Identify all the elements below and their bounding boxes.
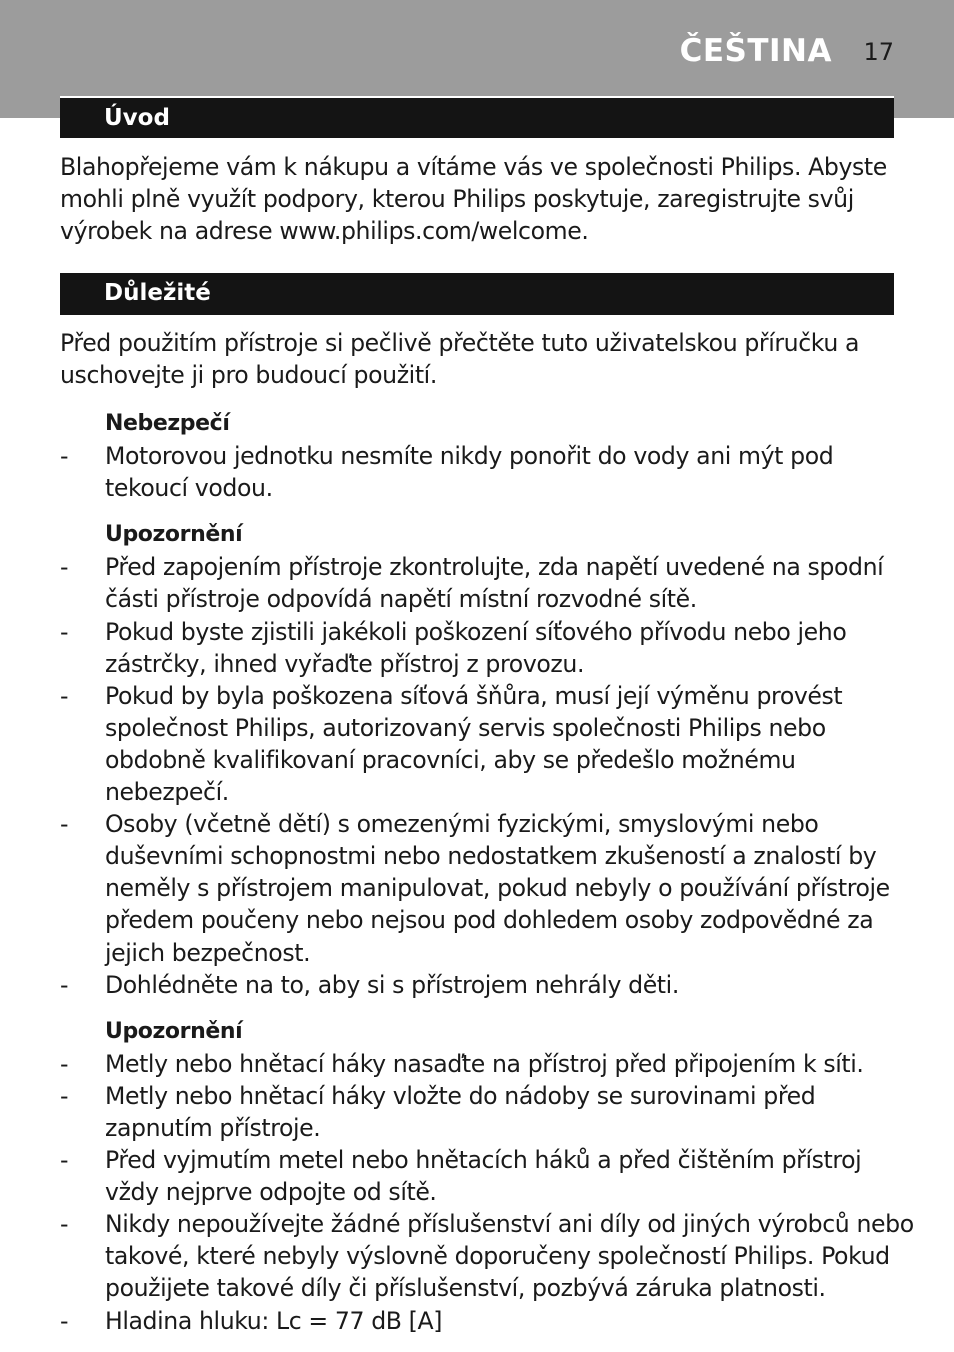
list-item: - Metly nebo hnětací háky nasaďte na přístroj před připojením k síti. xyxy=(60,1048,920,1080)
list-item: - Pokud by byla poškozena síťová šňůra, musí její výměnu provést společnost Philips, autorizovaný servis společnosti Philips nebo obdobně kvalifikovaní pracovníci, aby se předešlo možnému nebezpečí. xyxy=(60,680,920,808)
warning-list xyxy=(60,551,920,1000)
list-item: - Motorovou jednotku nesmíte nikdy ponořit do vody ani mýt pod tekoucí vodou. xyxy=(60,440,920,504)
list-item: - Metly nebo hnětací háky vložte do nádoby se surovinami před zapnutím přístroje. xyxy=(60,1080,920,1144)
page-number: 17 xyxy=(863,38,894,66)
danger-list xyxy=(60,440,920,504)
section-title-important: Důležité xyxy=(104,280,211,306)
list-item: - Před zapojením přístroje zkontrolujte, zda napětí uvedené na spodní části přístroje odpovídá napětí místní rozvodné sítě. xyxy=(60,551,920,615)
section-header-important xyxy=(60,273,894,315)
list-item: - Dohlédněte na to, aby si s přístrojem nehrály děti. xyxy=(60,969,920,1001)
list-item: - Osoby (včetně dětí) s omezenými fyzickými, smyslovými nebo duševními schopnostmi nebo nedostatkem zkušeností a znalostí by neměly s přístrojem manipulovat, pokud nebyly o používání přístroje předem poučeny nebo nejsou pod dohledem osoby zodpovědné za jejich bezpečnost. xyxy=(60,808,920,968)
list-item: - Nikdy nepoužívejte žádné příslušenství ani díly od jiných výrobců nebo takové, které nebyly výslovně doporučeny společností Philips. Pokud použijete takové díly či příslušenství, pozbývá záruka platnosti. xyxy=(60,1208,920,1304)
danger-heading: Nebezpečí xyxy=(105,411,230,436)
caution-list xyxy=(60,1048,920,1337)
list-item: - Hladina hluku: Lc = 77 dB [A] xyxy=(60,1305,920,1337)
warning-heading: Upozornění xyxy=(105,522,243,548)
caution-heading: Upozornění xyxy=(105,1018,243,1044)
section-header-intro xyxy=(60,96,894,138)
safety-content xyxy=(60,408,920,1352)
list-item: - Pokud byste zjistili jakékoli poškození síťového přívodu nebo jeho zástrčky, ihned vyřaďte přístroj z provozu. xyxy=(60,616,920,680)
language-label: ČEŠTINA xyxy=(679,33,832,69)
section-title-intro: Úvod xyxy=(104,105,170,131)
important-paragraph: Před použitím přístroje si pečlivě přečtěte tuto uživatelskou příručku a uschovejte ji pro budoucí použití. xyxy=(60,329,860,390)
list-item: - Před vyjmutím metel nebo hnětacích háků a před čištěním přístroj vždy nejprve odpojte od sítě. xyxy=(60,1144,920,1208)
intro-paragraph: Blahopřejeme vám k nákupu a vítáme vás ve společnosti Philips. Abyste mohli plně využít podpory, kterou Philips poskytuje, zaregistrujte svůj výrobek na adrese www.philips.com/welcome. xyxy=(60,153,887,246)
